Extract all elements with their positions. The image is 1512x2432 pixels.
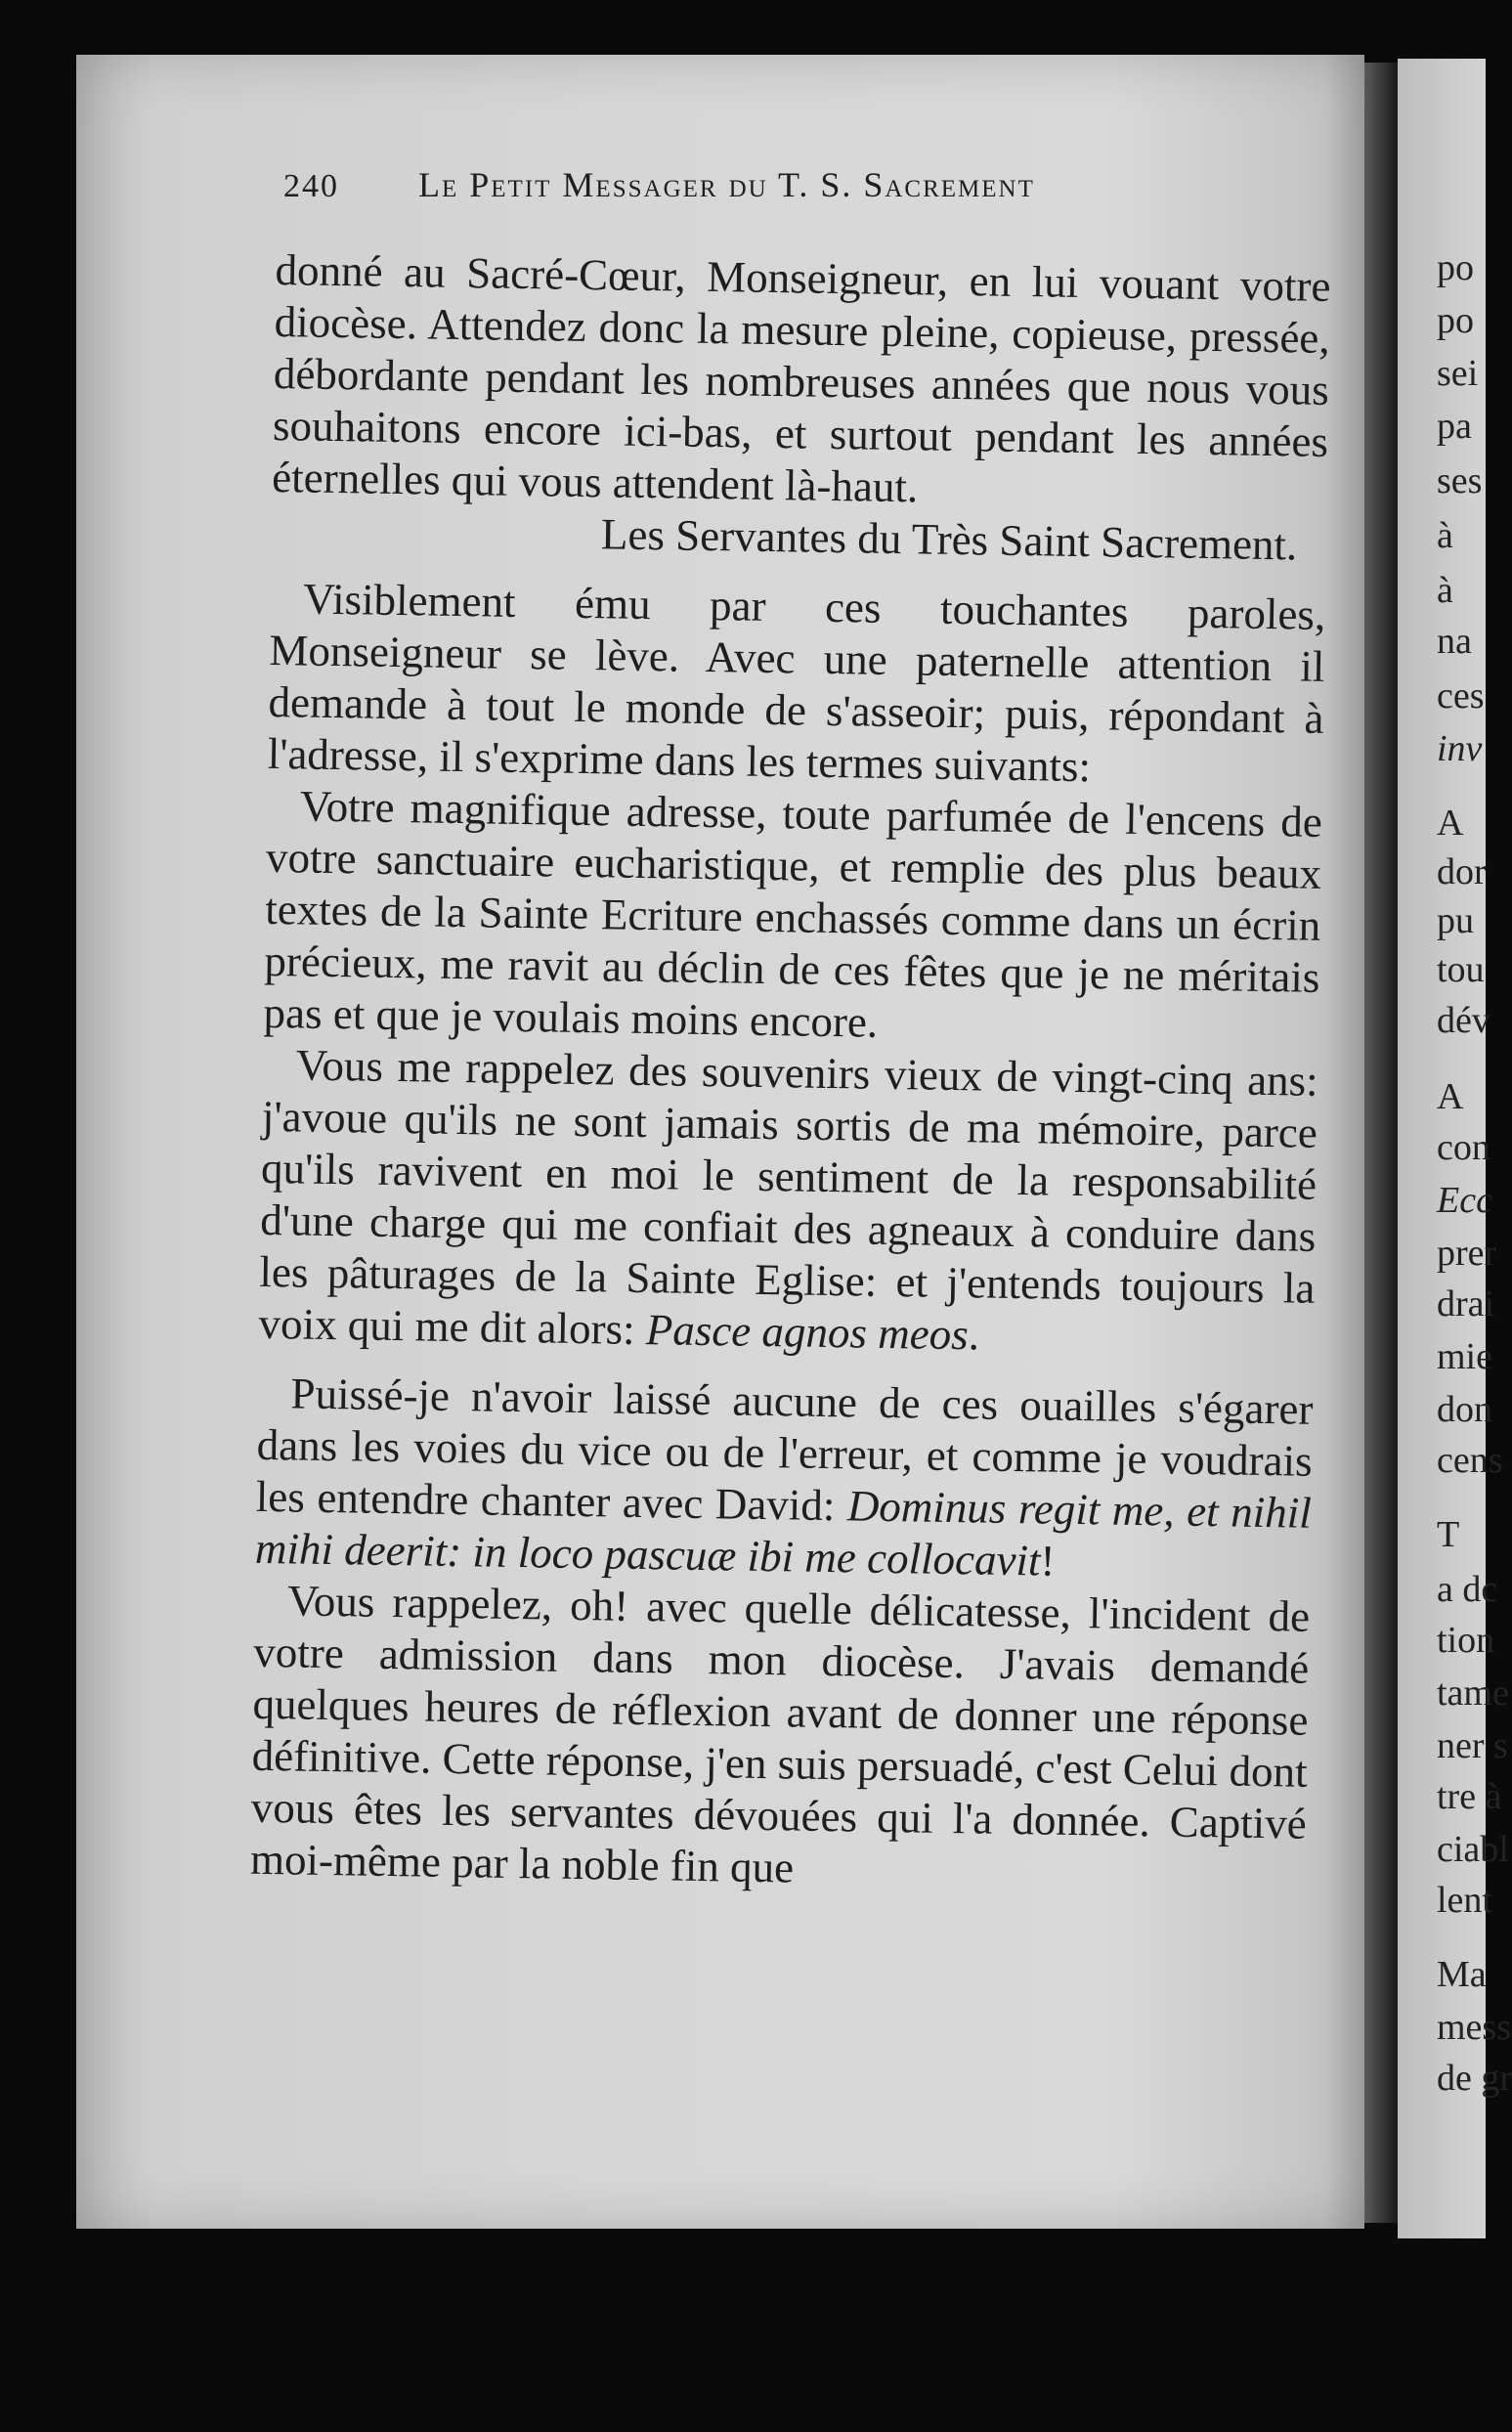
adjacent-page-line: tame xyxy=(1437,1672,1509,1714)
paragraph-3: Votre magnifique adresse, toute parfumée de l'encens de votre sanctuaire eucharistique, et remplie des plus beaux textes de la Sainte Ecriture enchassés comme dans un écrin précieux, me ravit au déclin de ces fêtes que je ne méritais pas et que je voulais moins encore. xyxy=(263,781,1323,1047)
paragraph-4 xyxy=(258,1039,1318,1367)
adjacent-page-line: dor xyxy=(1437,851,1487,892)
paragraph-5-end: ! xyxy=(1040,1536,1056,1585)
adjacent-page-line: don xyxy=(1437,1389,1492,1430)
adjacent-page-line: A xyxy=(1437,803,1464,844)
paragraph-5-latin: Dominus regit me, et nihil mihi deerit: in loco pascuæ ibi me collocavit xyxy=(254,1481,1313,1585)
adjacent-page-line: na xyxy=(1437,621,1472,662)
adjacent-page-line: Ma xyxy=(1437,1954,1487,1995)
running-header xyxy=(283,164,1329,205)
adjacent-page-fragment xyxy=(1398,59,1512,2238)
paragraph-2: Visiblement ému par ces touchantes paroles, Monseigneur se lève. Avec une paternelle attention il demande à tout le monde de s'asseoir; puis, répondant à l'adresse, il s'exprime dans les termes suivants: xyxy=(267,574,1326,792)
adjacent-page-line: dév xyxy=(1437,1000,1490,1041)
paragraph-4-text: Vous me rappelez des souvenirs vieux de vingt-cinq ans: j'avoue qu'ils ne sont jamais sortis de ma mémoire, parce qu'ils ravivent en moi le sentiment de la responsabilité d'une charge qui me confiait des agneaux à conduire dans les pâturages de la Sainte Eglise: et j'entends toujours la voix qui me dit alors: xyxy=(258,1040,1319,1354)
page-body xyxy=(250,244,1331,1902)
adjacent-page-line: cens xyxy=(1437,1440,1503,1481)
adjacent-page-line: prer xyxy=(1437,1233,1497,1274)
adjacent-page-line: lent xyxy=(1437,1880,1492,1921)
adjacent-page-line: ciabl xyxy=(1437,1829,1509,1870)
adjacent-page-line: Ecc xyxy=(1437,1180,1492,1221)
adjacent-page-line: inv xyxy=(1437,728,1483,769)
adjacent-page-line: a dc xyxy=(1437,1569,1498,1610)
paragraph-5 xyxy=(255,1368,1314,1591)
paragraph-4-latin: Pasce agnos meos xyxy=(645,1305,970,1360)
adjacent-page-line: po xyxy=(1437,247,1474,288)
adjacent-page-line: A xyxy=(1437,1076,1464,1117)
page-number: 240 xyxy=(283,168,339,204)
adjacent-page-line: con xyxy=(1437,1127,1490,1168)
paragraph-1: donné au Sacré-Cœur, Monseigneur, en lui vouant votre diocèse. Attendez donc la mesure pleine, copieuse, pressée, débordante pendant les nombreuses années que nous vous souhaitons encore ici-bas, et surtout pendant les années éternelles qui vous attendent là-haut. xyxy=(271,244,1331,512)
paragraph-5-text: Puissé-je n'avoir laissé aucune de ces ouailles s'égarer dans les voies du vice ou de l'erreur, et comme je voudrais les entendre chanter avec David: xyxy=(255,1368,1314,1531)
adjacent-page-line: tre à xyxy=(1437,1776,1502,1817)
adjacent-page-line: pa xyxy=(1437,406,1472,447)
adjacent-page-line: T xyxy=(1437,1514,1460,1555)
adjacent-page-line: ner s xyxy=(1437,1725,1508,1766)
adjacent-page-line: mie xyxy=(1437,1336,1492,1377)
adjacent-page-line: ces xyxy=(1437,675,1485,717)
adjacent-page-line: ses xyxy=(1437,460,1483,501)
paragraph-4-end: . xyxy=(968,1310,980,1360)
running-title: Le Petit Messager du T. S. Sacrement xyxy=(418,165,1035,204)
adjacent-page-line: pu xyxy=(1437,900,1474,941)
adjacent-page-line: à xyxy=(1437,570,1453,611)
page-gutter xyxy=(1364,63,1398,2223)
adjacent-page-line: mess xyxy=(1437,2007,1511,2048)
adjacent-page-line: sei xyxy=(1437,353,1479,394)
adjacent-page-line: po xyxy=(1437,300,1474,341)
adjacent-page-line: à xyxy=(1437,515,1453,556)
adjacent-page-line: tou xyxy=(1437,949,1485,990)
adjacent-page-line: drai xyxy=(1437,1283,1495,1325)
signature-line: Les Servantes du Très Saint Sacrement. xyxy=(600,509,1298,570)
adjacent-page-line: tion xyxy=(1437,1620,1495,1661)
paragraph-6: Vous rappelez, oh! avec quelle délicatesse, l'incident de votre admission dans mon diocèse. J'avais demandé quelques heures de réflexion avant de donner une réponse définitive. Cette réponse, j'en suis persuadé, c'est Celui dont vous êtes les servantes dévouées qui l'a donnée. Captivé moi-même par la noble fin que xyxy=(249,1576,1311,1892)
adjacent-page-line: de gr xyxy=(1437,2058,1512,2099)
